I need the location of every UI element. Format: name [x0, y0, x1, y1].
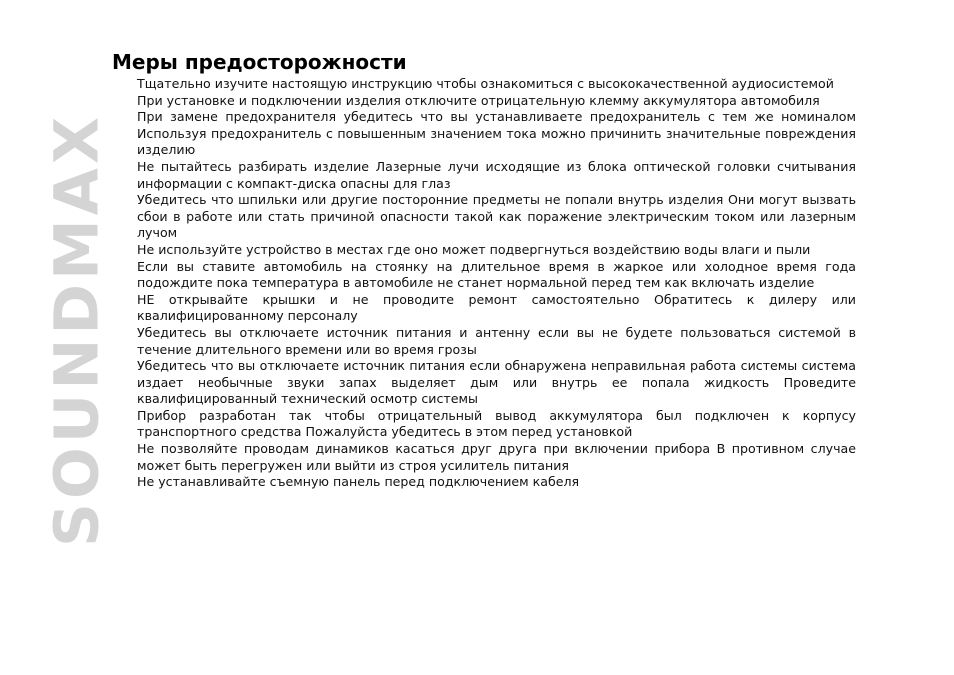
precaution-item: НЕ открывайте крышки и не проводите ремонт самостоятельно Обратитесь к дилеру или квалифицированному персоналу	[137, 291, 856, 324]
brand-logo-text: SOUNDMAX	[41, 112, 113, 547]
brand-logo	[41, 42, 113, 617]
precaution-item: Не пытайтесь разбирать изделие Лазерные лучи исходящие из блока оптической головки считывания информации с компакт-диска опасны для глаз	[137, 158, 856, 191]
precaution-item: При установке и подключении изделия отключите отрицательную клемму аккумулятора автомобиля	[137, 92, 820, 108]
page-title: Меры предосторожности	[112, 50, 407, 74]
precaution-item: Убедитесь что шпильки или другие посторонние предметы не попали внутрь изделия Они могут вызвать сбои в работе или стать причиной опасности такой как поражение электрическим током или лазерным лучом	[137, 192, 856, 241]
precaution-item: Убедитесь что вы отключаете источник питания если обнаружена неправильная работа системы система издает необычные звуки запах выделяет дым или внутрь ее попала жидкость Проведите квалифицированный технический осмотр системы	[137, 358, 856, 407]
precaution-item: Если вы ставите автомобиль на стоянку на длительное время в жаркое или холодное время года подождите пока температура в автомобиле не станет нормальной перед тем как включать изделие	[137, 258, 856, 291]
precaution-item: Не устанавливайте съемную панель перед подключением кабеля	[137, 474, 580, 490]
precaution-item: Убедитесь вы отключаете источник питания и антенну если вы не будете пользоваться системой в течение длительного времени или во время грозы	[137, 324, 856, 357]
precaution-item: Тщательно изучите настоящую инструкцию чтобы ознакомиться с высококачественной аудиосистемой	[137, 76, 834, 91]
precautions-list	[137, 76, 856, 491]
precaution-item: Прибор разработан так чтобы отрицательный вывод аккумулятора был подключен к корпусу транспортного средства Пожалуйста убедитесь в этом перед установкой	[137, 407, 856, 440]
precaution-item: При замене предохранителя убедитесь что вы устанавливаете предохранитель с тем же номиналом Используя предохранитель с повышенным значением тока можно причинить значительные повреждения изделию	[137, 109, 856, 158]
precaution-item: Не позволяйте проводам динамиков касаться друг друга при включении прибора В противном случае может быть перегружен или выйти из строя усилитель питания	[137, 441, 856, 473]
precaution-item: Не используйте устройство в местах где оно может подвергнуться воздействию воды влаги и пыли	[137, 241, 811, 257]
